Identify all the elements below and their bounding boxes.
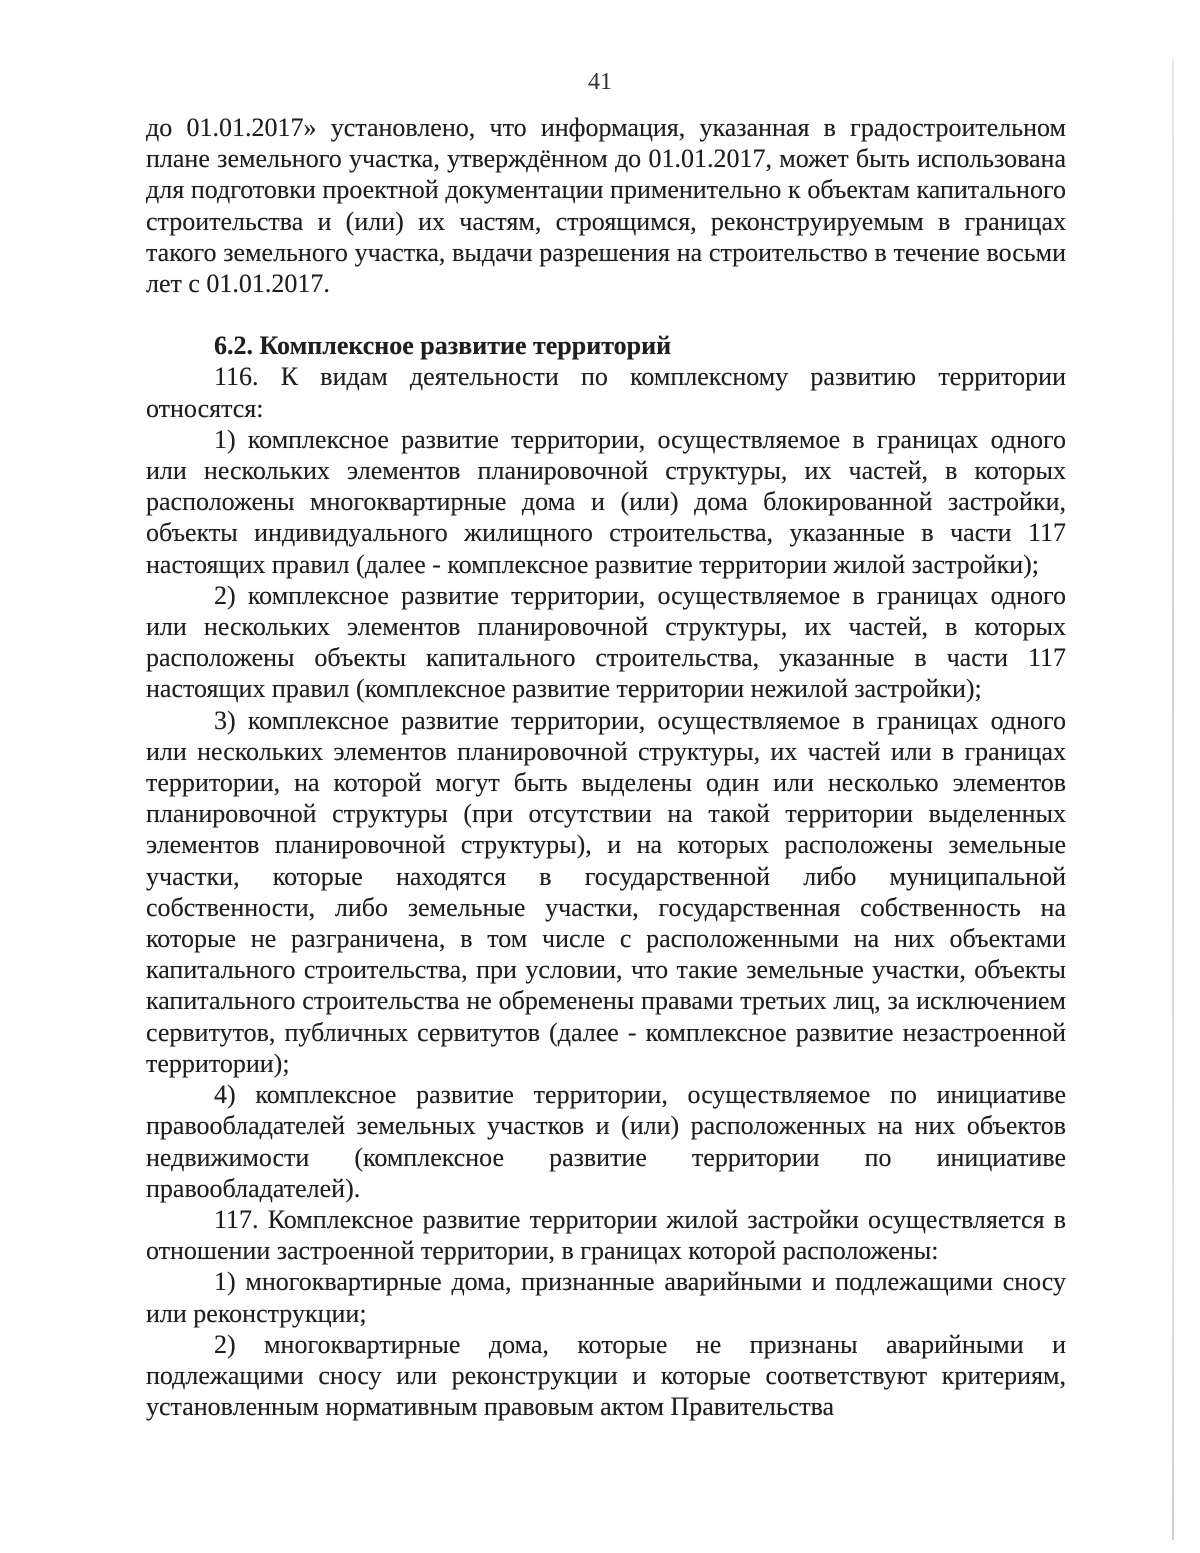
paragraph-116: 116. К видам деятельности по комплексному развитию территории относятся:: [146, 362, 1066, 423]
list-item-117-2: 2) многоквартирные дома, которые не признаны аварийными и подлежащими сносу или реконструкции и которые соответствуют критериям, установленным нормативным правовым актом Правительства: [146, 1329, 1066, 1422]
document-body: [146, 112, 1066, 1422]
page-number: 41: [588, 69, 612, 95]
list-item-3: 3) комплексное развитие территории, осуществляемое в границах одного или нескольких элементов планировочной структуры, их частей или в границах территории, на которой могут быть выделены один или несколько элементов планировочной структуры (при отсутствии на такой территории выделенных элементов планировочной структуры), и на которых расположены земельные участки, которые находятся в государственной либо муниципальной собственности, либо земельные участки, государственная собственность на которые не разграничена, в том числе с расположенными на них объектами капитального строительства, при условии, что такие земельные участки, объекты капитального строительства не обременены правами третьих лиц, за исключением сервитутов, публичных сервитутов (далее - комплексное развитие незастроенной территории);: [146, 705, 1066, 1078]
section-heading: 6.2. Комплексное развитие территорий: [214, 331, 672, 361]
paragraph-117: 117. Комплексное развитие территории жилой застройки осуществляется в отношении застроенной территории, в границах которой расположены:: [146, 1204, 1066, 1266]
scan-edge-line: [1172, 60, 1174, 1540]
list-item-1: 1) комплексное развитие территории, осуществляемое в границах одного или нескольких элементов планировочной структуры, их частей, в которых расположены многоквартирные дома и (или) дома блокированной застройки, объекты индивидуального жилищного строительства, указанные в части 117 настоящих правил (далее - комплексное развитие территории жилой застройки);: [146, 424, 1066, 579]
paragraph-continuation: до 01.01.2017» установлено, что информация, указанная в градостроительном плане земельного участка, утверждённом до 01.01.2017, может быть использована для подготовки проектной документации применительно к объектам капитального строительства и (или) их частям, строящимся, реконструируемым в границах такого земельного участка, выдачи разрешения на строительство в течение восьми лет с 01.01.2017.: [146, 113, 1066, 299]
list-item-2: 2) комплексное развитие территории, осуществляемое в границах одного или нескольких элементов планировочной структуры, их частей, в которых расположены объекты капитального строительства, указанные в части 117 настоящих правил (комплексное развитие территории нежилой застройки);: [146, 580, 1066, 704]
list-item-117-1: 1) многоквартирные дома, признанные аварийными и подлежащими сносу или реконструкции;: [146, 1267, 1066, 1328]
list-item-4: 4) комплексное развитие территории, осуществляемое по инициативе правообладателей земельных участков и (или) расположенных на них объектов недвижимости (комплексное развитие территории по инициативе правообладателей).: [146, 1080, 1066, 1203]
